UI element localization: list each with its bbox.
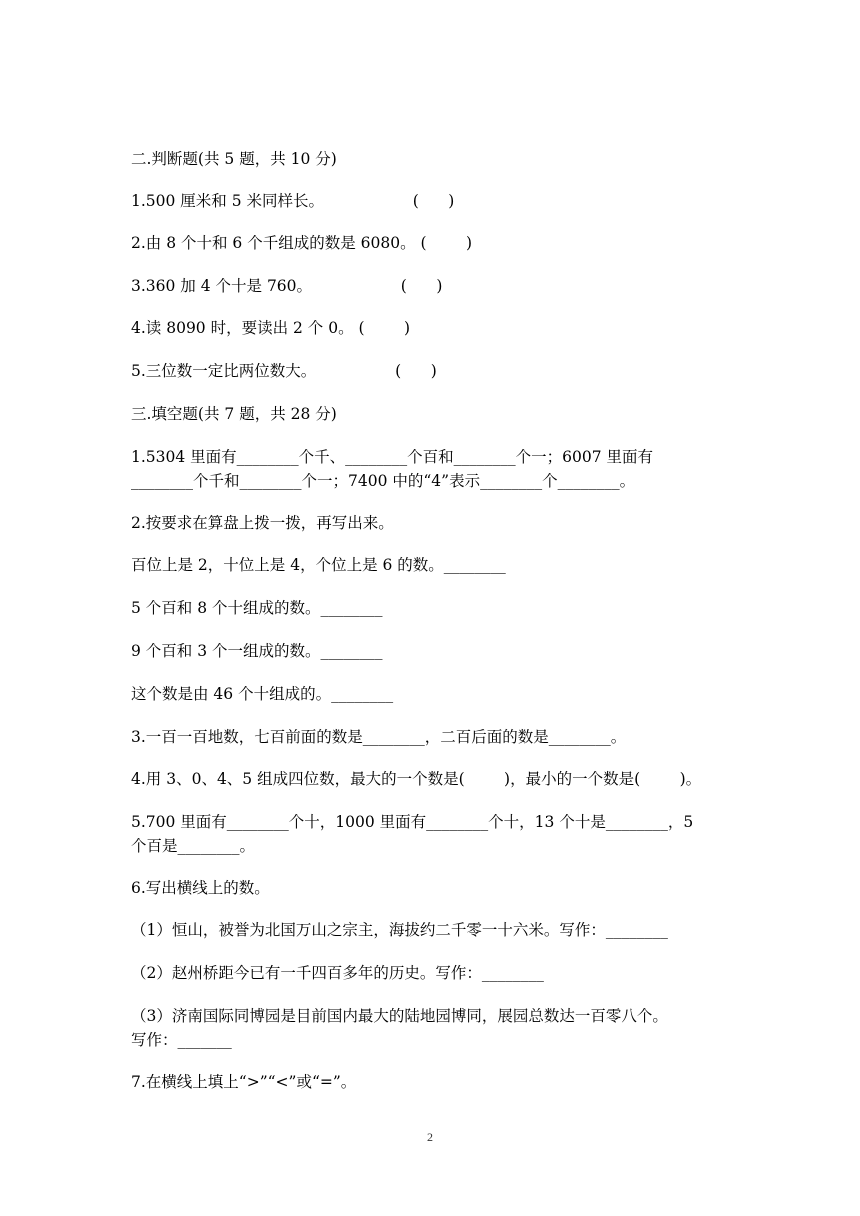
- fill-q7: 7.在横线上填上“>”“<”或“=”。: [131, 1073, 357, 1091]
- fill-q2: 2.按要求在算盘上拨一拨，再写出来。: [131, 514, 394, 532]
- fill-q2-item-3: 9 个百和 3 个一组成的数。________: [131, 642, 383, 660]
- judge-item-2: 2.由 8 个十和 6 个千组成的数是 6080。 ( ): [131, 234, 473, 252]
- judge-item-5: 5.三位数一定比两位数大。 ( ): [131, 362, 437, 380]
- fill-q6-item-1: （1）恒山，被誉为北国万山之宗主，海拔约二千零一十六米。写作：________: [131, 921, 668, 939]
- judge-section-title: 二.判断题(共 5 题，共 10 分): [131, 150, 337, 168]
- fill-q1-line1: 1.5304 里面有________个千、________个百和________个一；6007 里面有: [131, 448, 654, 466]
- page-number: 2: [427, 1130, 433, 1144]
- fill-q5-line2: 个百是________。: [131, 837, 256, 855]
- fill-q3: 3.一百一百地数，七百前面的数是________，二百后面的数是________。: [131, 728, 627, 746]
- fill-q5-line1: 5.700 里面有________个十，1000 里面有________个十，13 个十是________，5: [131, 813, 694, 831]
- fill-q6-item-3: （3）济南国际同博园是目前国内最大的陆地园博同，展园总数达一百零八个。: [131, 1007, 668, 1025]
- fill-q2-item-1: 百位上是 2，十位上是 4，个位上是 6 的数。________: [131, 556, 506, 574]
- judge-item-3: 3.360 加 4 个十是 760。 ( ): [131, 277, 443, 295]
- judge-item-4: 4.读 8090 时，要读出 2 个 0。 ( ): [131, 319, 411, 337]
- fill-q1-line2: ________个千和________个一；7400 中的“4”表示________个________。: [131, 472, 636, 490]
- fill-q6-item-2: （2）赵州桥距今已有一千四百多年的历史。写作：________: [131, 964, 544, 982]
- judge-item-1: 1.500 厘米和 5 米同样长。 ( ): [131, 192, 455, 210]
- fill-q6-item-3-line2: 写作：_______: [131, 1031, 232, 1049]
- fill-section-title: 三.填空题(共 7 题，共 28 分): [131, 405, 337, 423]
- fill-q6: 6.写出横线上的数。: [131, 879, 270, 897]
- fill-q2-item-4: 这个数是由 46 个十组成的。________: [131, 685, 394, 703]
- fill-q2-item-2: 5 个百和 8 个十组成的数。________: [131, 599, 383, 617]
- fill-q4: 4.用 3、0、4、5 组成四位数，最大的一个数是( )，最小的一个数是( )。: [131, 770, 702, 788]
